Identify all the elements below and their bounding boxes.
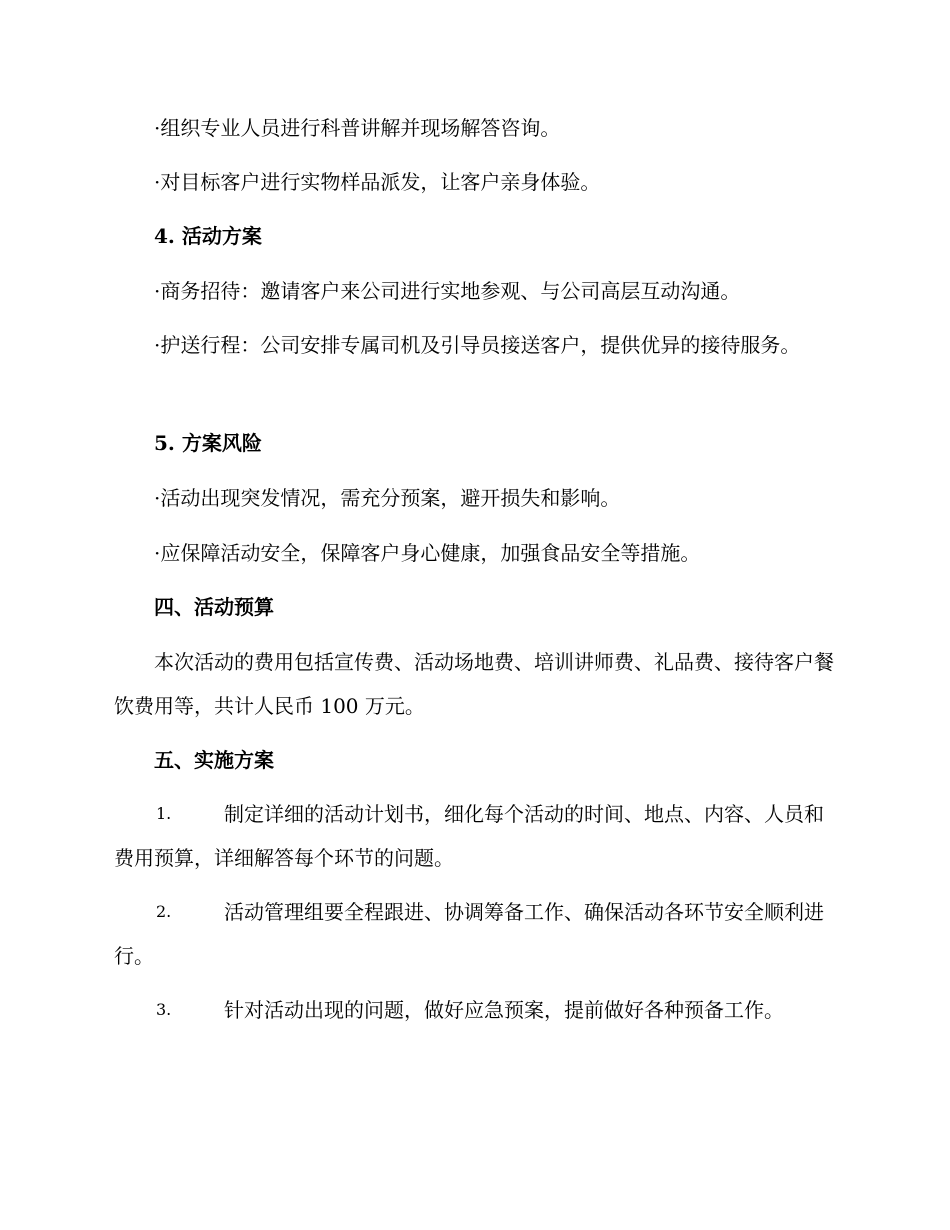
step-text: 活动管理组要全程跟进、协调筹备工作、确保活动各环节安全顺利进行。 [114, 900, 824, 968]
section-heading-implementation: 五、实施方案 [154, 748, 274, 772]
step-number: 2. [156, 902, 172, 921]
budget-paragraph: 本次活动的费用包括宣传费、活动场地费、培训讲师费、礼品费、接待客户餐饮费用等，共计人民币 100 万元。 [114, 650, 834, 718]
numbered-step [114, 890, 834, 978]
numbered-step [114, 988, 834, 1032]
numbered-step [114, 792, 834, 880]
bullet-item: ·组织专业人员进行科普讲解并现场解答咨询。 [154, 116, 561, 140]
step-text: 针对活动出现的问题，做好应急预案，提前做好各种预备工作。 [224, 998, 784, 1022]
step-number: 1. [156, 804, 172, 823]
bullet-item: ·商务招待：邀请客户来公司进行实地参观、与公司高层互动沟通。 [154, 279, 741, 303]
bullet-item: ·护送行程：公司安排专属司机及引导员接送客户，提供优异的接待服务。 [154, 333, 801, 357]
section-heading-budget: 四、活动预算 [154, 595, 274, 619]
section-heading-5: 5. 方案风险 [154, 431, 262, 455]
step-text: 制定详细的活动计划书，细化每个活动的时间、地点、内容、人员和费用预算，详细解答每个环节的问题。 [114, 802, 824, 870]
section-heading-4: 4. 活动方案 [154, 224, 262, 248]
bullet-item: ·活动出现突发情况，需充分预案，避开损失和影响。 [154, 486, 621, 510]
bullet-item: ·应保障活动安全，保障客户身心健康，加强食品安全等措施。 [154, 541, 701, 565]
step-number: 3. [156, 1000, 172, 1019]
bullet-item: ·对目标客户进行实物样品派发，让客户亲身体验。 [154, 170, 601, 194]
